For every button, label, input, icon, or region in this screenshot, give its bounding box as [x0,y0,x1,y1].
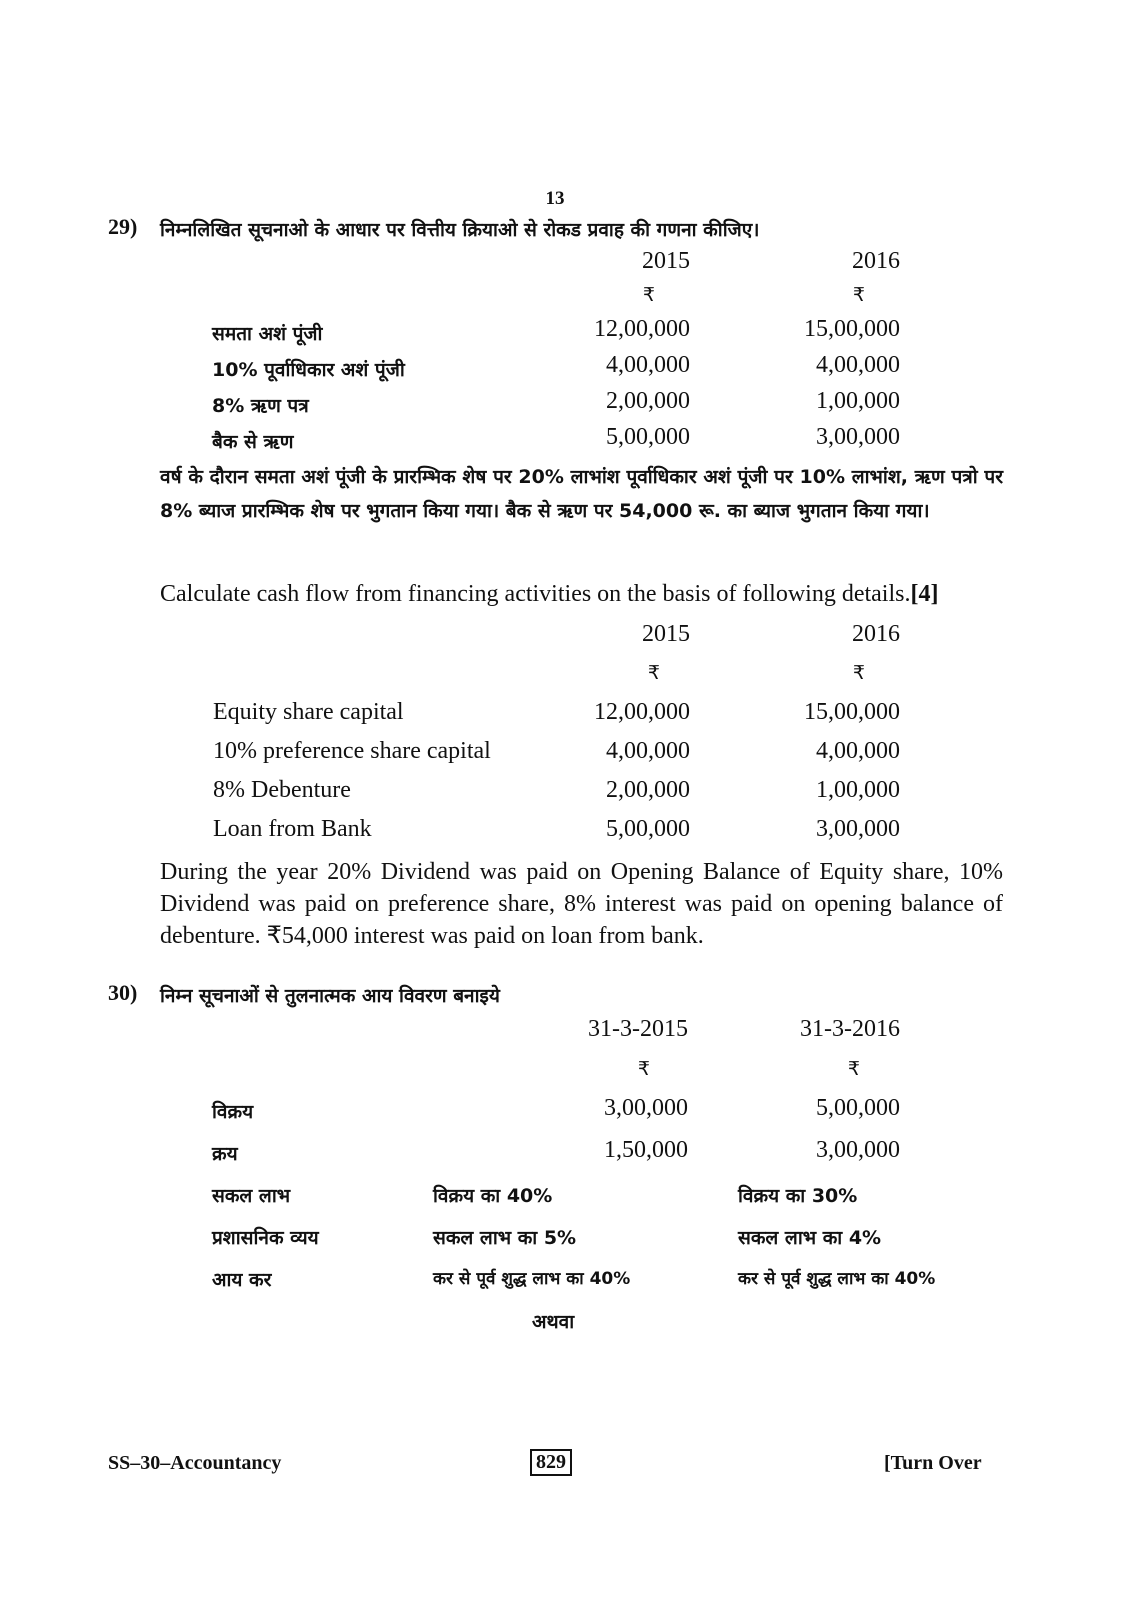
rupee-icon: ₹ [852,662,865,684]
q30-row-value: सकल लाभ का 4% [738,1227,882,1249]
q29-english-row-label: 10% preference share capital [213,738,491,764]
q29-hindi-row-value: 4,00,000 [606,352,690,378]
q29-english-row-value: 4,00,000 [606,738,690,764]
q30-row-label: क्रय [212,1143,238,1165]
q29-hindi-row-value: 3,00,000 [816,424,900,450]
q29-english-row-label: 8% Debenture [213,777,351,803]
q30-row-value: सकल लाभ का 5% [433,1227,577,1249]
rupee-icon: ₹ [647,662,660,684]
q29-english-row-value: 4,00,000 [816,738,900,764]
q30-row-value: 5,00,000 [816,1095,900,1121]
q30-row-value: 1,50,000 [604,1137,688,1163]
question-29-english-prompt [160,581,938,608]
q30-row-value: कर से पूर्व शुद्ध लाभ का 40% [738,1269,936,1289]
question-30-number: 30) [108,980,138,1005]
rupee-icon: ₹ [852,284,865,306]
q29-hindi-col-2015: 2015 [642,248,690,274]
q30-row-value: विक्रय का 30% [738,1185,858,1207]
q29-hindi-row-label: 8% ऋण पत्र [212,395,309,417]
q29-english-col-2015: 2015 [642,621,690,647]
rupee-icon: ₹ [637,1058,650,1080]
page-number: 13 [545,188,565,209]
q29-hindi-row-label: बैक से ऋण [212,431,294,453]
q30-col-2015: 31-3-2015 [588,1016,688,1042]
q29-hindi-note: वर्ष के दौरान समता अशं पूंजी के प्रारम्भिक शेष पर 20% लाभांश पूर्वाधिकार अशं पूंजी पर 10% लाभांश, ऋण पत्रो पर 8% ब्याज प्रारम्भिक शेष पर भुगतान किया गया। बैक से ऋण पर 54,000 रू. का ब्याज भुगतान किया गया। [160,466,1003,522]
q29-hindi-row-value: 15,00,000 [804,316,900,342]
footer-subject-code: SS–30–Accountancy [108,1452,282,1474]
question-29-number: 29) [108,214,138,239]
q30-row-value: कर से पूर्व शुद्ध लाभ का 40% [433,1269,631,1289]
q29-hindi-row-value: 12,00,000 [594,316,690,342]
q29-english-prompt-text: Calculate cash flow from financing activities on the basis of following details. [160,581,911,607]
q29-english-row-value: 5,00,000 [606,816,690,842]
q30-row-value: 3,00,000 [604,1095,688,1121]
rupee-icon: ₹ [847,1058,860,1080]
footer-turn-over: [Turn Over [884,1452,982,1474]
q29-english-row-label: Equity share capital [213,699,404,725]
q30-row-label: आय कर [212,1269,272,1291]
question-29-hindi-prompt: निम्नलिखित सूचनाओ के आधार पर वित्तीय क्रियाओ से रोकड प्रवाह की गणना कीजिए। [160,219,760,241]
q30-row-value: 3,00,000 [816,1137,900,1163]
q29-hindi-row-value: 2,00,000 [606,388,690,414]
footer-page-code: 829 [530,1449,572,1476]
q29-english-row-value: 2,00,000 [606,777,690,803]
q29-english-note: During the year 20% Dividend was paid on Opening Balance of Equity share, 10% Dividend was paid on preference share, 8% interest was paid on opening balance of debenture. ₹54,000 interest was paid on loan from bank. [160,859,1003,949]
q29-hindi-col-2016: 2016 [852,248,900,274]
q29-english-row-value: 1,00,000 [816,777,900,803]
question-30-hindi-prompt: निम्न सूचनाओं से तुलनात्मक आय विवरण बनाइये [160,985,500,1007]
q29-english-row-value: 12,00,000 [594,699,690,725]
or-label: अथवा [532,1311,575,1333]
q30-col-2016: 31-3-2016 [800,1016,900,1042]
q29-english-col-2016: 2016 [852,621,900,647]
q30-row-value: विक्रय का 40% [433,1185,553,1207]
q29-english-row-value: 15,00,000 [804,699,900,725]
q29-hindi-row-value: 1,00,000 [816,388,900,414]
q29-english-row-value: 3,00,000 [816,816,900,842]
q29-hindi-row-label: 10% पूर्वाधिकार अशं पूंजी [212,359,405,381]
q30-row-label: सकल लाभ [212,1185,291,1207]
q30-row-label: विक्रय [212,1101,254,1123]
q29-english-row-label: Loan from Bank [213,816,372,842]
q29-marks: [4] [910,581,939,607]
q29-hindi-row-value: 4,00,000 [816,352,900,378]
q30-row-label: प्रशासनिक व्यय [212,1227,319,1249]
q29-hindi-row-value: 5,00,000 [606,424,690,450]
q29-hindi-row-label: समता अशं पूंजी [212,323,323,345]
rupee-icon: ₹ [642,284,655,306]
